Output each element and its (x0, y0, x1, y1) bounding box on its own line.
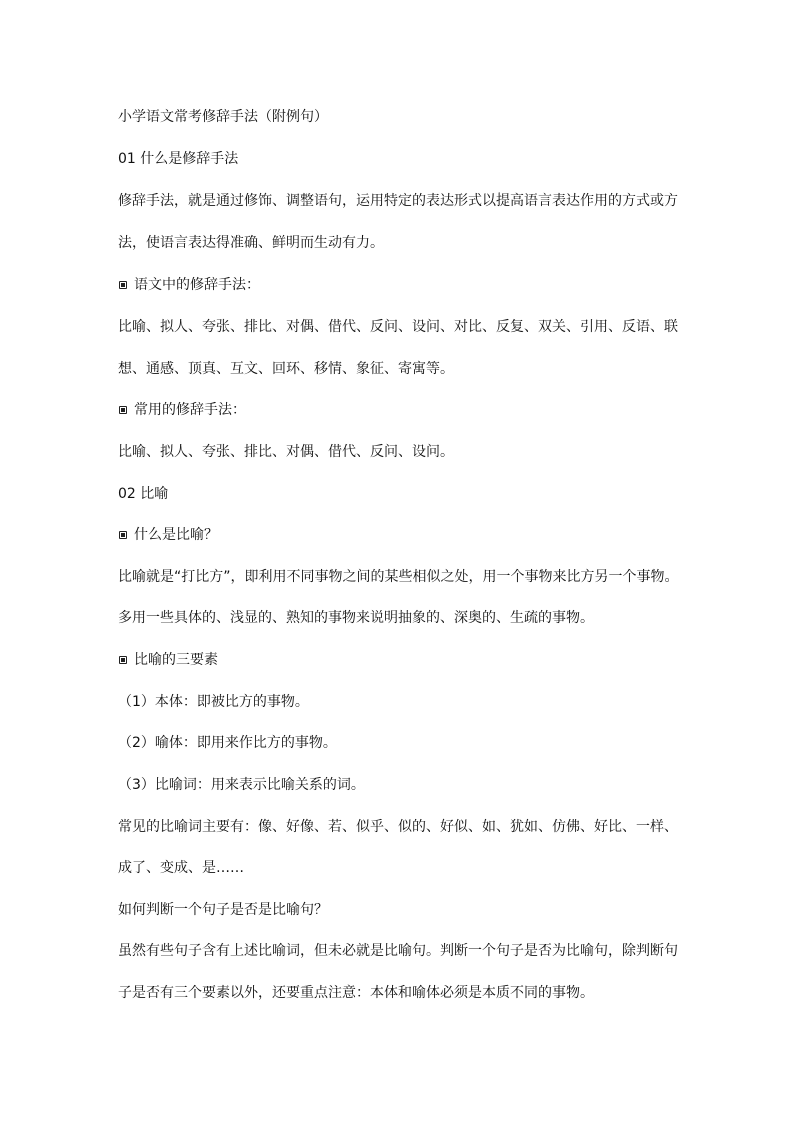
list-item: （2）喻体：即用来作比方的事物。 (118, 735, 337, 751)
bullet-icon (118, 530, 128, 540)
paragraph-line: 多用一些具体的、浅显的、熟知的事物来说明抽象的、深奥的、生疏的事物。 (118, 610, 594, 626)
bullet-icon (118, 655, 128, 665)
bullet-icon (118, 280, 128, 290)
paragraph-line: 法，使语言表达得准确、鲜明而生动有力。 (118, 235, 384, 251)
bullet-item (118, 526, 690, 544)
paragraph-line: 比喻、拟人、夸张、排比、对偶、借代、反问、设问。 (118, 444, 454, 460)
paragraph-line: 比喻就是“打比方”，即利用不同事物之间的某些相似之处，用一个事物来比方另一个事物。 (118, 569, 679, 585)
bullet-label: 什么是比喻？ (134, 527, 218, 543)
paragraph-line: 修辞手法，就是通过修饰、调整语句，运用特定的表达形式以提高语言表达作用的方式或方 (118, 193, 678, 209)
paragraph-line: 比喻、拟人、夸张、排比、对偶、借代、反问、设问、对比、反复、双关、引用、反语、联 (118, 319, 678, 335)
bullet-icon (118, 405, 128, 415)
bullet-label: 比喻的三要素 (134, 652, 218, 668)
bullet-item (118, 651, 690, 669)
list-item: （3）比喻词：用来表示比喻关系的词。 (118, 777, 365, 793)
question-line: 如何判断一个句子是否是比喻句？ (118, 902, 328, 918)
document-title: 小学语文常考修辞手法（附例句） (118, 109, 328, 125)
paragraph-line: 子是否有三个要素以外，还要重点注意：本体和喻体必须是本质不同的事物。 (118, 985, 594, 1001)
paragraph-line: 成了、变成、是…… (118, 860, 244, 876)
paragraph-line: 想、通感、顶真、互文、回环、移情、象征、寄寓等。 (118, 361, 454, 377)
paragraph-line: 虽然有些句子含有上述比喻词，但未必就是比喻句。判断一个句子是否为比喻句，除判断句 (118, 943, 678, 959)
bullet-label: 语文中的修辞手法： (134, 277, 260, 293)
paragraph-line: 常见的比喻词主要有：像、好像、若、似乎、似的、好似、如、犹如、仿佛、好比、一样、 (118, 819, 678, 835)
section-heading-metaphor: 02 比喻 (118, 486, 169, 502)
bullet-label: 常用的修辞手法： (134, 402, 246, 418)
section-heading-rhetoric: 01 什么是修辞手法 (118, 151, 239, 167)
list-item: （1）本体：即被比方的事物。 (118, 694, 309, 710)
bullet-item (118, 401, 690, 419)
bullet-item (118, 276, 690, 294)
